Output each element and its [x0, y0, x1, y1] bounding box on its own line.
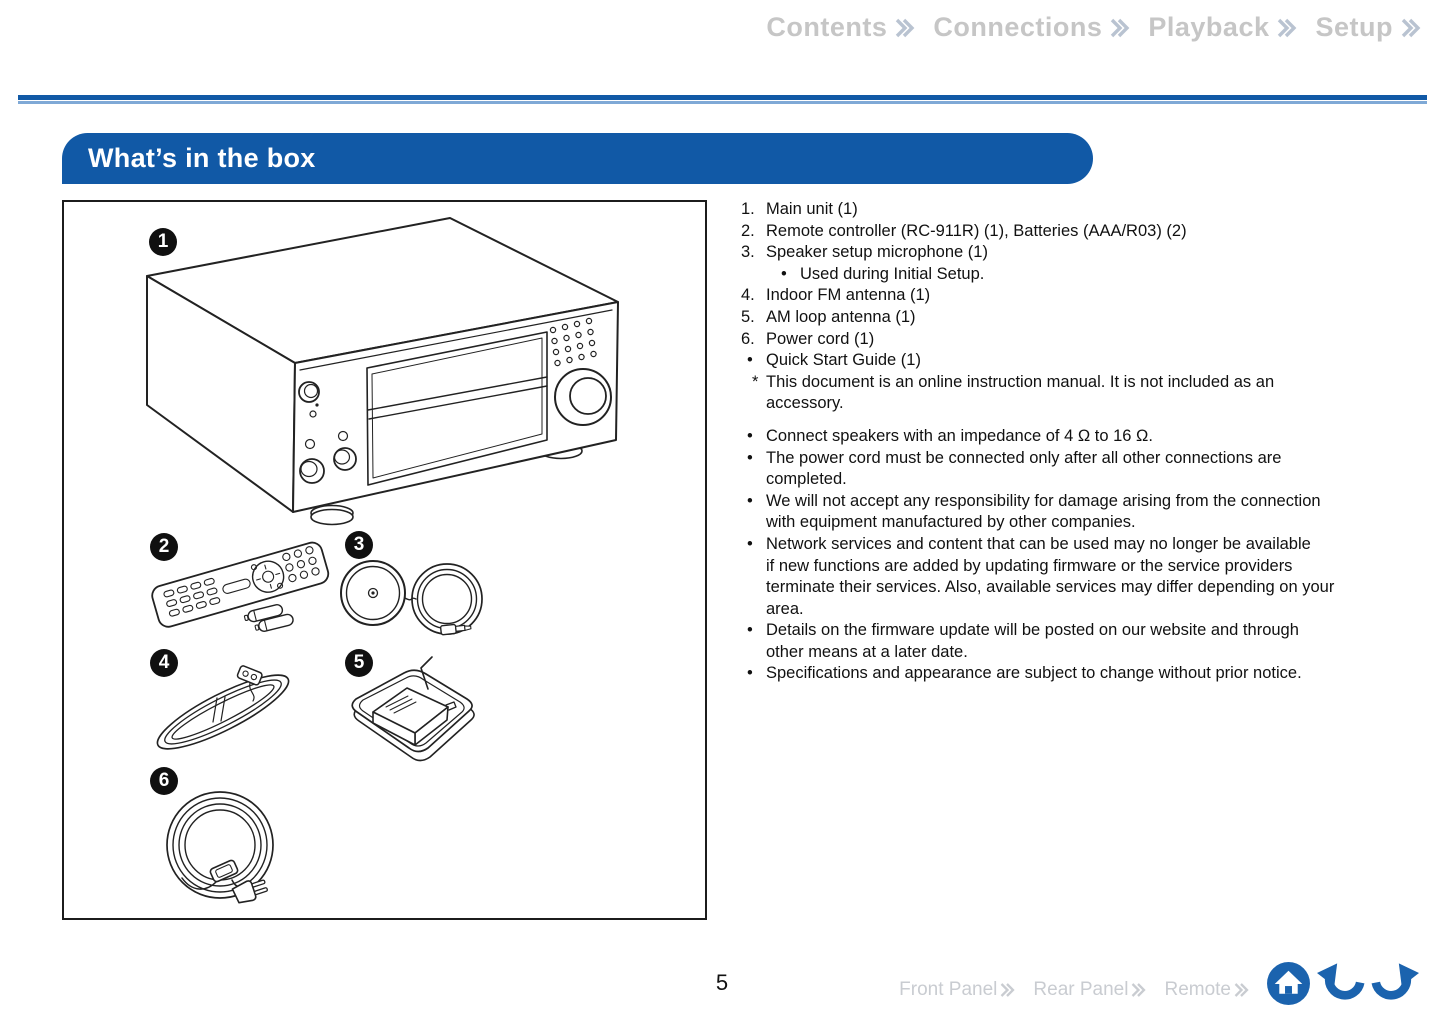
item-number: 3. [741, 243, 755, 262]
item-text: Speaker setup microphone (1) [766, 243, 988, 262]
double-chevron-icon [1109, 16, 1130, 40]
note-text: The power cord must be connected only after all other connections are completed. [766, 448, 1282, 489]
double-chevron-icon [894, 16, 915, 40]
page-number: 5 [715, 970, 729, 995]
double-chevron-icon [1400, 16, 1421, 40]
nav-item-connections[interactable] [933, 12, 1130, 43]
notes-list [741, 426, 1429, 685]
nav-label-connections: Connections [933, 12, 1103, 42]
badge-3: 3 [345, 531, 373, 559]
am-loop-antenna-illustration [352, 657, 474, 761]
footer-link-label: Remote [1164, 979, 1231, 1000]
list-item [741, 199, 1429, 221]
power-cord-illustration [167, 792, 273, 905]
note-text: Connect speakers with an impedance of 4 Ω to 16 Ω. [766, 426, 1153, 445]
item-text: Main unit (1) [766, 200, 858, 218]
batteries-illustration [244, 602, 295, 636]
nav-label-setup: Setup [1315, 12, 1393, 42]
item-text: Quick Start Guide (1) [766, 351, 921, 370]
accessory-list [741, 199, 1429, 685]
bullet: • [747, 664, 753, 683]
main-unit-illustration [147, 218, 618, 525]
accessories-illustration-box [62, 200, 707, 920]
note [741, 448, 1429, 491]
item-number: 4. [741, 286, 755, 305]
subitem-text: Used during Initial Setup. [800, 264, 985, 283]
bullet: • [747, 351, 753, 370]
bullet: • [747, 621, 753, 640]
item-number: 2. [741, 221, 755, 240]
bullet: • [747, 534, 753, 553]
note-text: Specifications and appearance are subject to change without prior notice. [766, 664, 1302, 683]
item-number: 6. [741, 329, 755, 348]
item-number: 1. [741, 200, 755, 218]
home-icon[interactable] [1266, 961, 1311, 1006]
footer-icon-buttons [1266, 961, 1419, 1006]
note [741, 534, 1429, 620]
badge-1: 1 [149, 228, 177, 256]
badge-6: 6 [150, 767, 178, 795]
bullet: • [747, 448, 753, 467]
bullet: • [781, 264, 787, 283]
list-item [741, 221, 1429, 243]
note-text: Network services and content that can be used may no longer be available if new functions are added by updating firmware or the service providers terminate their services. Also, available services may differ depending on your area. [766, 534, 1335, 618]
nav-item-contents[interactable] [766, 12, 915, 43]
asterisk-marker: * [752, 372, 759, 391]
asterisk-note-text: This document is an online instruction manual. It is not included as an accessory. [766, 372, 1275, 413]
footer-link-front-panel[interactable] [899, 979, 1016, 1001]
list-item [741, 307, 1429, 329]
item-text: Indoor FM antenna (1) [766, 286, 931, 305]
list-item-bullet [741, 350, 1429, 372]
item-text: Remote controller (RC-911R) (1), Batteries (AAA/R03) (2) [766, 221, 1187, 240]
note [741, 426, 1429, 448]
list-item [741, 285, 1429, 307]
note [741, 663, 1429, 685]
page-title: What’s in the box [88, 143, 316, 173]
undo-icon[interactable] [1317, 961, 1365, 1006]
footer-link-label: Front Panel [899, 979, 998, 1000]
note [741, 491, 1429, 534]
footer-link-rear-panel[interactable] [1033, 979, 1147, 1001]
bullet: • [747, 426, 753, 445]
fm-antenna-illustration [150, 663, 296, 761]
asterisk-note [741, 372, 1429, 415]
divider-dark-blue [18, 95, 1427, 100]
nav-label-playback: Playback [1148, 12, 1270, 42]
item-number: 5. [741, 307, 755, 326]
redo-icon[interactable] [1371, 961, 1419, 1006]
note-text: Details on the firmware update will be posted on our website and through other means at a later date. [766, 621, 1299, 661]
note [741, 620, 1429, 663]
badge-5: 5 [345, 649, 373, 677]
badge-2: 2 [150, 533, 178, 561]
nav-item-setup[interactable] [1315, 12, 1421, 43]
list-subitem [741, 264, 1429, 286]
list-item [741, 242, 1429, 264]
list-item [741, 329, 1429, 351]
divider-light-blue [18, 101, 1427, 104]
note-text: We will not accept any responsibility for damage arising from the connection with equipment manufactured by other companies. [766, 491, 1321, 532]
nav-item-playback[interactable] [1148, 12, 1297, 43]
double-chevron-icon [999, 981, 1016, 999]
badge-4: 4 [150, 649, 178, 677]
item-text: Power cord (1) [766, 329, 875, 348]
speaker-setup-microphone-illustration [341, 561, 482, 635]
remote-controller-illustration [150, 540, 331, 635]
footer-links [899, 979, 1250, 1001]
section-heading-bar [62, 133, 1093, 184]
item-text: AM loop antenna (1) [766, 307, 916, 326]
bullet: • [747, 491, 753, 510]
double-chevron-icon [1130, 981, 1147, 999]
nav-label-contents: Contents [766, 12, 888, 42]
footer-link-label: Rear Panel [1033, 979, 1129, 1000]
footer-link-remote[interactable] [1164, 979, 1250, 1001]
double-chevron-icon [1276, 16, 1297, 40]
double-chevron-icon [1233, 981, 1250, 999]
top-navigation [766, 12, 1421, 43]
